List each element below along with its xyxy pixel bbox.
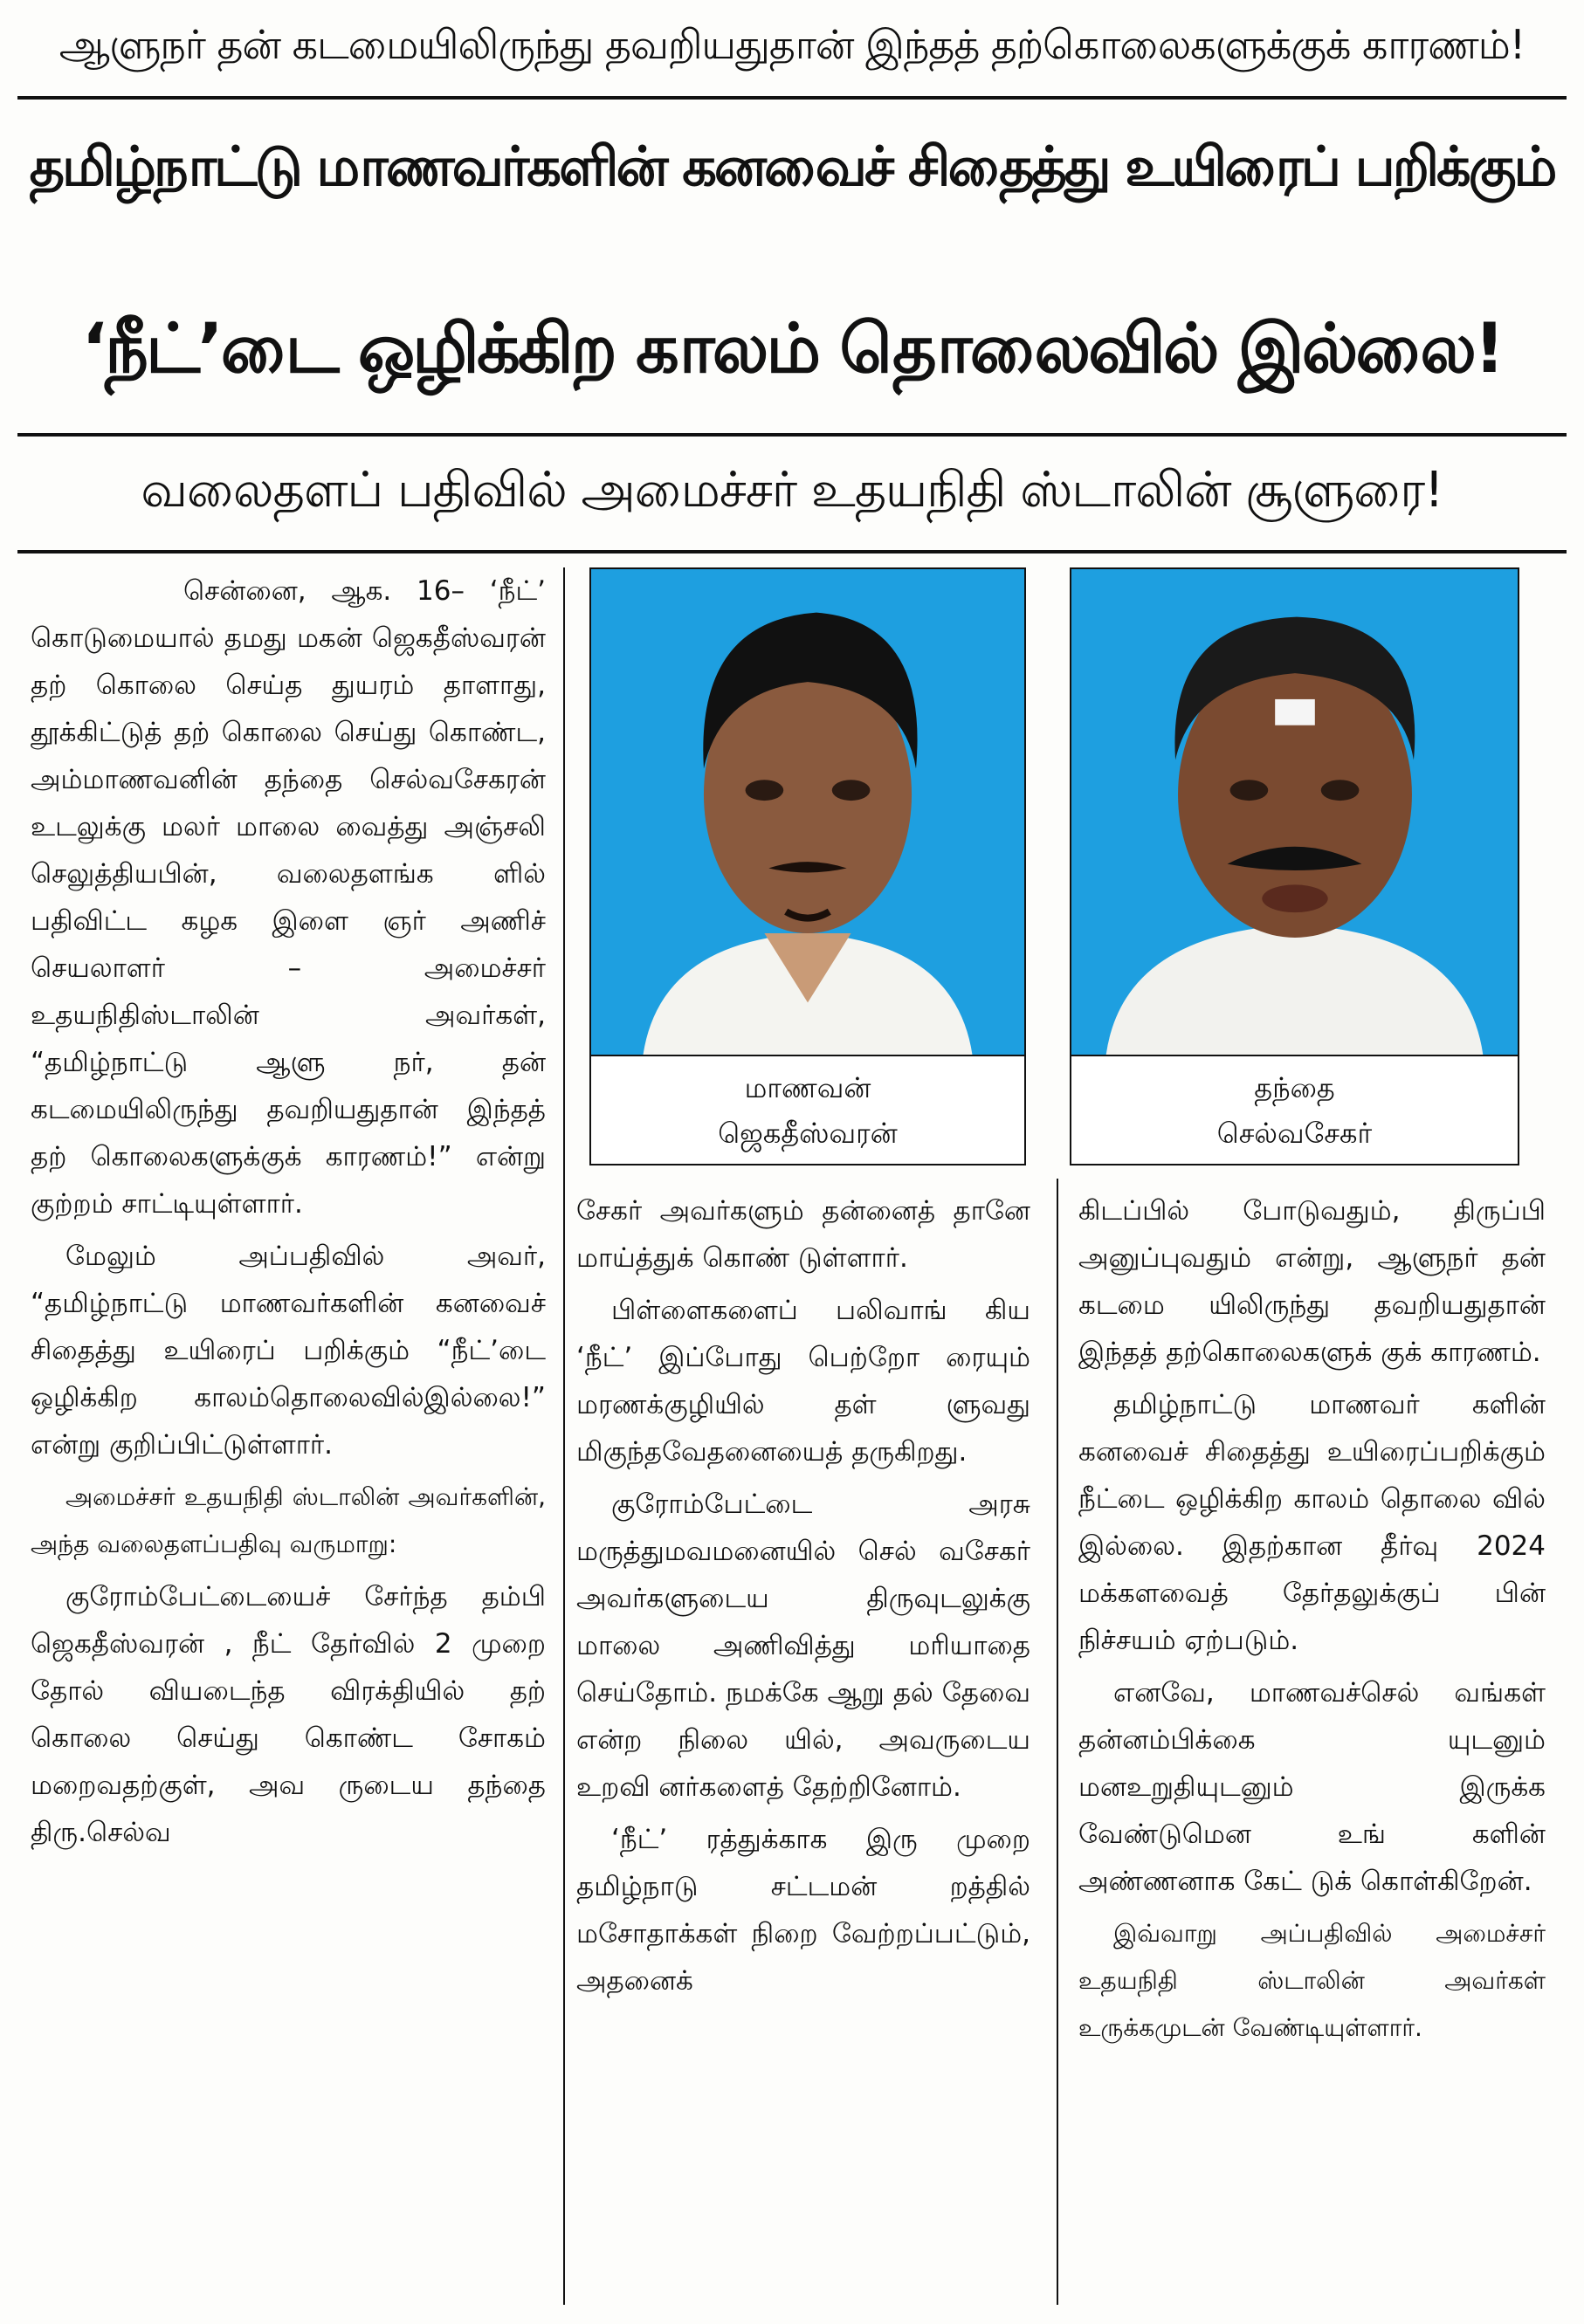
student-photo-caption: [589, 1056, 1026, 1165]
article-paragraph: மேலும் அப்பதிவில் அவர், “தமிழ்நாட்டு மாணவர்களின் கனவைச் சிதைத்து உயிரைப் பறிக்கும் “நீட்’டை ஒழிக்கிற காலம்தொலைவில்இல்லை!” என்று குறிப்பிட்டுள்ளார்.: [31, 1241, 546, 1461]
main-headline-line2: ‘நீட்’டை ஒழிக்கிற காலம் தொலைவில் இல்லை!: [81, 310, 1503, 388]
top-rule: [17, 96, 1567, 100]
subheadline: வலைதளப் பதிவில் அமைச்சர் உதயநிதி ஸ்டாலின் சூளுரை!: [141, 462, 1443, 519]
article-paragraph: எனவே, மாணவச்செல் வங்கள் தன்னம்பிக்கை யுடனும் மனஉறுதியுடனும் இருக்க வேண்டுமென உங் களின் அண்ணனாக கேட் டுக் கொள்கிறேன்.: [1078, 1677, 1546, 1897]
caption-role: மாணவன்: [744, 1070, 871, 1104]
article-paragraph: சேகர் அவர்களும் தன்னைத் தானே மாய்த்துக் கொண் டுள்ளார்.: [576, 1195, 1030, 1274]
article-paragraph: இவ்வாறு அப்பதிவில் அமைச்சர் உதயநிதி ஸ்டாலின் அவர்கள் உருக்கமுடன் வேண்டியுள்ளார்.: [1078, 1919, 1546, 2042]
article-column-1: [31, 567, 546, 2305]
article-paragraph: குரோம்பேட்டை அரசு மருத்துமவமனையில் செல் வசேகர் அவர்களுடைய திருவுடலுக்கு மாலை அணிவித்து மரியாதை செய்தோம். நமக்கே ஆறு தல் தேவை என்ற நிலை யில், அவருடைய உறவி னர்களைத் தேற்றினோம்.: [576, 1489, 1030, 1803]
student-photo: [589, 567, 1026, 1056]
article-paragraph: பிள்ளைகளைப் பலிவாங் கிய ‘நீட்’ இப்போது பெற்றோ ரையும் மரணக்குழியில் தள் ளுவது மிகுந்தவேதனையைத் தருகிறது.: [576, 1295, 1030, 1468]
main-headline-line1: தமிழ்நாட்டு மாணவர்களின் கனவைச் சிதைத்து உயிரைப் பறிக்கும்: [29, 134, 1555, 198]
caption-role: தந்தை: [1254, 1070, 1335, 1104]
father-photo: [1070, 567, 1519, 1056]
article-paragraph: ‘நீட்’ ரத்துக்காக இரு முறை தமிழ்நாடு சட்டமன் றத்தில் மசோதாக்கள் நிறை வேற்றப்பட்டும், அதனைக்: [576, 1824, 1030, 1997]
headline-rule: [17, 433, 1567, 437]
father-photo-caption: [1070, 1056, 1519, 1165]
caption-name: ஜெகதீஸ்வரன்: [718, 1116, 898, 1150]
article-paragraph: கிடப்பில் போடுவதும், திருப்பி அனுப்புவதும் என்று, ஆளுநர் தன் கடமை யிலிருந்து தவறியதுதான் இந்தத் தற்கொலைகளுக் குக் காரணம்.: [1078, 1195, 1546, 1368]
caption-name: செல்வசேகர்: [1216, 1116, 1373, 1150]
student-portrait-image: [591, 569, 1024, 1055]
article-paragraph: குரோம்பேட்டையைச் சேர்ந்த தம்பி ஜெகதீஸ்வரன் , நீட் தேர்வில் 2 முறை தோல் வியடைந்த விரக்தியில் தற் கொலை செய்து கொண்ட சோகம் மறைவதற்குள், அவ ருடைய தந்தை திரு.செல்வ: [31, 1581, 546, 1848]
column-divider: [563, 567, 565, 2305]
father-portrait-image: [1071, 569, 1518, 1055]
article-column-2: [576, 1187, 1030, 2305]
article-paragraph: சென்னை, ஆக. 16– ‘நீட்’ கொடுமையால் தமது மகன் ஜெகதீஸ்வரன் தற் கொலை செய்த துயரம் தாளாது, தூக்கிட்டுத் தற் கொலை செய்து கொண்ட, அம்மாணவனின் தந்தை செல்வசேகரன் உடலுக்கு மலர் மாலை வைத்து அஞ்சலி செலுத்தியபின், வலைதளங்க ளில் பதிவிட்ட கழக இளை ஞர் அணிச் செயலாளர் – அமைச்சர் உதயநிதிஸ்டாலின் அவர்கள், “தமிழ்நாட்டு ஆளு நர், தன் கடமையிலிருந்து தவறியதுதான் இந்தத் தற் கொலைகளுக்குக் காரணம்!” என்று குற்றம் சாட்டியுள்ளார்.: [31, 575, 546, 1220]
article-paragraph: அமைச்சர் உதயநிதி ஸ்டாலின் அவர்களின், அந்த வலைதளப்பதிவு வருமாறு:: [31, 1482, 546, 1558]
subhead-rule: [17, 550, 1567, 553]
kicker-headline: ஆளுநர் தன் கடமையிலிருந்து தவறியதுதான் இந்தத் தற்கொலைகளுக்குக் காரணம்!: [59, 20, 1525, 68]
article-column-3: [1078, 1187, 1546, 2305]
column-divider: [1057, 1179, 1058, 2305]
article-paragraph: தமிழ்நாட்டு மாணவர் களின் கனவைச் சிதைத்து உயிரைப்பறிக்கும் நீட்டை ஒழிக்கிற காலம் தொலை வில் இல்லை. இதற்கான தீர்வு 2024 மக்களவைத் தேர்தலுக்குப் பின் நிச்சயம் ஏற்படும்.: [1078, 1389, 1546, 1656]
